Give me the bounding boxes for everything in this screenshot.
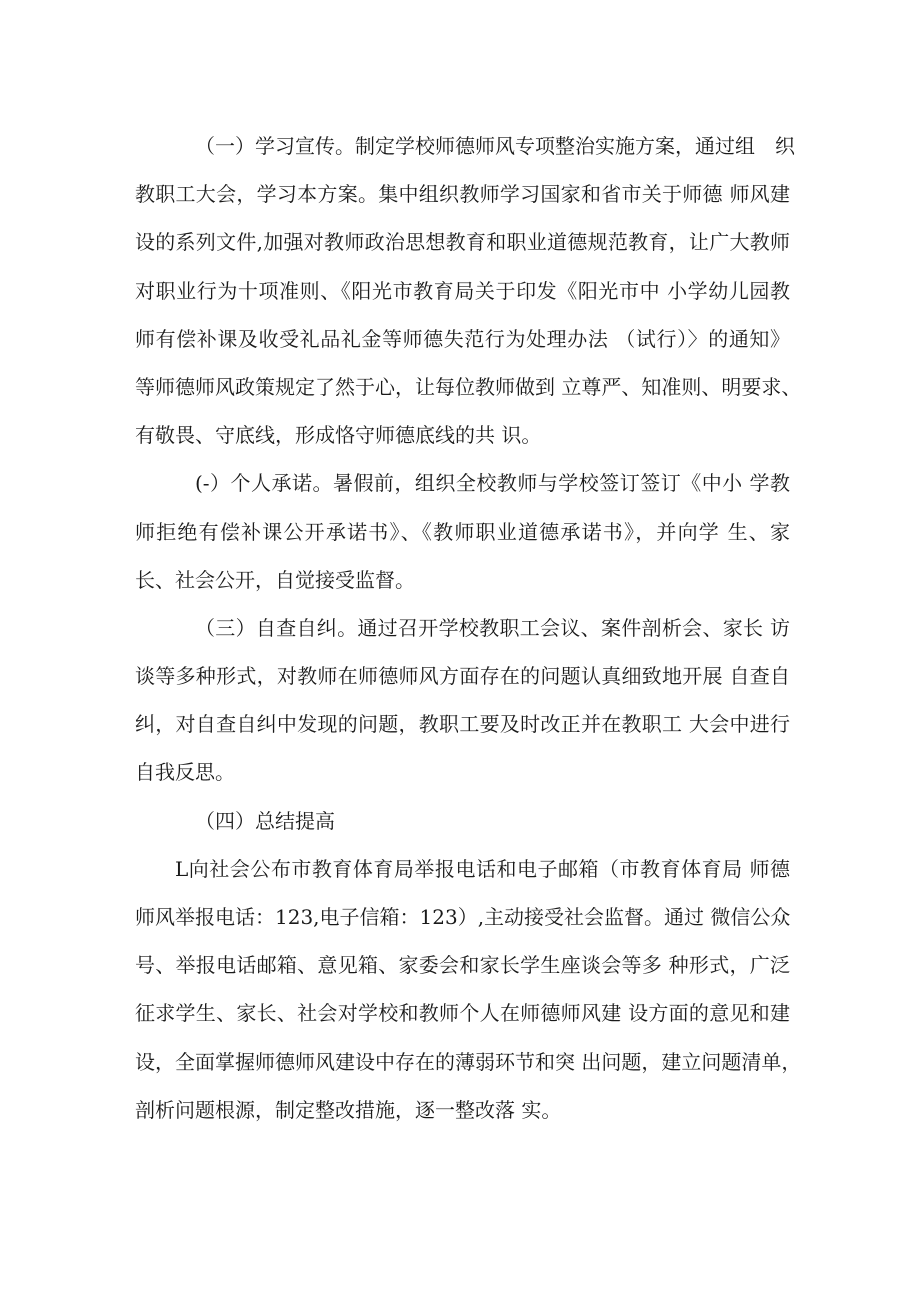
section-heading: （四）总结提高 <box>195 808 335 833</box>
paragraph-public-supervision <box>135 845 802 1134</box>
text-line: 剖析问题根源，制定整改措施，逐一整改落 实。 <box>135 1097 562 1122</box>
text-line: 教职工大会，学习本方案。集中组织教师学习国家和省市关于师德 师风建 <box>135 182 790 207</box>
text-line: (-）个人承诺。暑假前，组织全校教师与学校签订签订《中小 学教 <box>195 471 790 496</box>
text-line: L向社会公布市教育体育局举报电话和电子邮箱（市教育体育局 师德 <box>175 856 790 881</box>
text-line: 有敬畏、守底线，形成恪守师德底线的共 识。 <box>135 423 542 448</box>
text-line: 师风举报电话：123,电子信箱：123）,主动接受社会监督。通过 微信公众 <box>135 905 791 929</box>
text-line: 对职业行为十项准则、《阳光市教育局关于印发《阳光市中 小学幼儿园教 <box>135 278 790 303</box>
text-line: 长、社会公开，自觉接受监督。 <box>135 567 415 592</box>
text-line: 设，全面掌握师德师风建设中存在的薄弱环节和突 出问题，建立问题清单， <box>135 1049 802 1074</box>
paragraph-summary-heading <box>135 797 790 845</box>
text-line: 纠，对自查自纠中发现的问题，教职工要及时改正并在教职工 大会中进行 <box>135 712 790 737</box>
text-line: 谈等多种形式，对教师在师德师风方面存在的问题认真细致地开展 自查自 <box>135 664 790 689</box>
paragraph-personal-commitment <box>135 459 790 604</box>
document-body <box>135 122 802 1134</box>
paragraph-self-inspection <box>135 604 790 797</box>
text-line: （三）自查自纠。通过召开学校教职工会议、案件剖析会、家长 访 <box>195 615 790 640</box>
text-line: 征求学生、家长、社会对学校和教师个人在师德师风建 设方面的意见和建 <box>135 1001 790 1026</box>
text-line: 自我反思。 <box>135 760 235 785</box>
text-line: 等师德师风政策规定了然于心，让每位教师做到 立尊严、知准则、明要求、 <box>135 374 802 399</box>
text-line: 师有偿补课及收受礼品礼金等师德失范行为处理办法 （试行）〉的通知》 <box>135 326 790 351</box>
text-line: 师拒绝有偿补课公开承诺书》、《教师职业道德承诺书》，并向学 生、家 <box>135 519 790 544</box>
text-line: （一）学习宣传。制定学校师德师风专项整治实施方案，通过组 织 <box>195 134 795 158</box>
text-line: 号、举报电话邮箱、意见箱、家委会和家长学生座谈会等多 种形式，广泛 <box>135 953 790 978</box>
paragraph-study-promotion <box>135 122 802 459</box>
text-line: 设的系列文件,加强对教师政治思想教育和职业道德规范教育，让广大教师 <box>135 230 790 255</box>
